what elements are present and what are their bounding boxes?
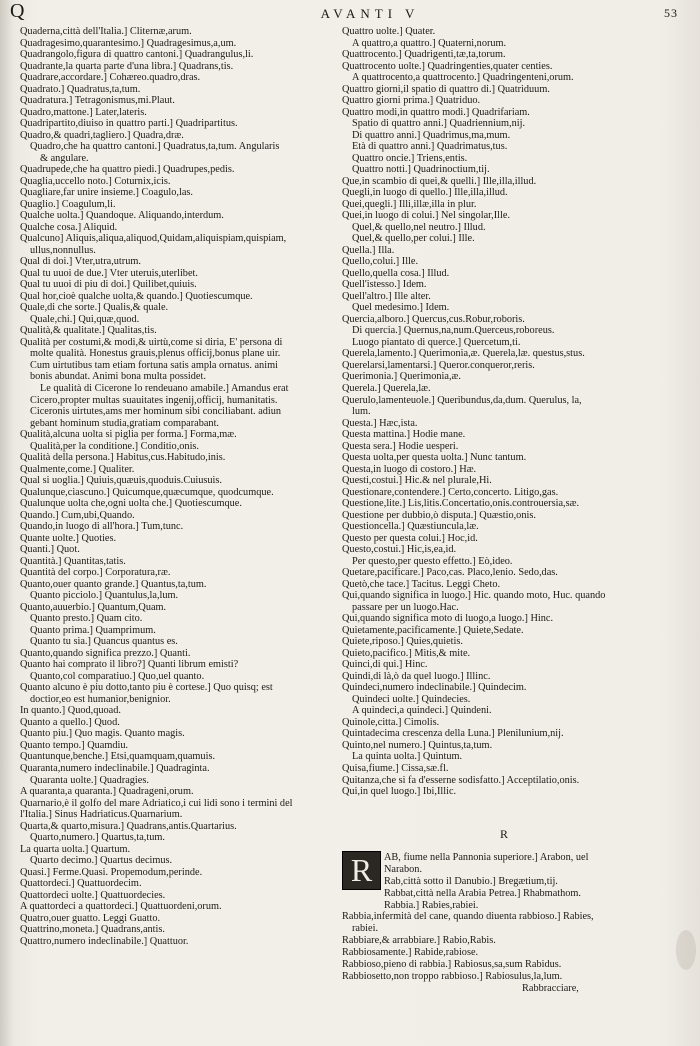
entry-line: Questa,in luogo di costoro.] Hæ.	[342, 463, 477, 475]
entry-line: Rabbioso,pieno di rabbia.] Rabiosus,sa,sum Rabidus.	[342, 959, 562, 971]
entry-line: Spatio di quattro anni.] Quadriennium,nij.	[352, 118, 526, 130]
entry-line: Questo,costui.] Hic,is,ea,id.	[342, 544, 457, 556]
entry-line: Quietamente,pacificamente.] Quiete,Sedate.	[342, 624, 524, 636]
entry-line: Querimonia.] Querimonia,æ.	[342, 371, 461, 383]
entry-line: Quindeci,numero indeclinabile.] Quindecim.	[342, 682, 527, 694]
entry-line: Luogo piantato di querce.] Quercetum,ti.	[352, 336, 521, 348]
entry-line: Quintadecima crescenza della Luna.] Plenilunium,nij.	[342, 728, 564, 740]
entry-line: Qual di doi.] Vter,utra,utrum.	[20, 256, 141, 268]
entry-line: A quattro,a quattro.] Quaterni,norum.	[352, 37, 507, 49]
entry-line: Quinci,di qui.] Hinc.	[342, 659, 428, 671]
entry-line: Qualcuno] Aliquis,aliqua,aliquod,Quidam,aliquispiam,quispiam,	[20, 233, 287, 245]
right-column	[342, 26, 698, 798]
entry-line: Quinole,citta.] Cimolis.	[342, 716, 440, 728]
entry-line: molte qualità. Honestus grauis,plenus officij,bonus plane uir.	[30, 348, 281, 360]
entry-line: Quando,in luogo di all'hora.] Tum,tunc.	[20, 521, 184, 533]
entry-line: Ciceronis uirtutes,ams mer hominum sibi conciliabant. adiun	[30, 406, 282, 418]
entry-line: Quegli,in luogo di quello.] Ille,illa,illud.	[342, 187, 508, 199]
entry-line: Quattordeci uolte.] Quattuordecies.	[20, 889, 166, 901]
entry-line: Per questo,per questo effetto.] Eò,ideo.	[352, 555, 513, 567]
entry-line: Quasi.] Ferme.Quasi. Propemodum,perinde.	[20, 866, 203, 878]
entry-line: Quantità.] Quantitas,tatis.	[20, 555, 126, 567]
entry-line: passare per un luogo.Hac.	[352, 601, 459, 613]
entry-line: Cicero,propter multas suauitates ingenij,officij, humanitatis.	[30, 394, 278, 406]
entry-line: Quei,in luogo di colui.] Nel singolar,Ille.	[342, 210, 511, 222]
entry-line: Quindi,di là,ò da quel luogo.] Illinc.	[342, 670, 491, 682]
entry-line: Quanto alcuno è piu dotto,tanto piu è cortese.] Quo quisq; est	[20, 682, 273, 694]
entry-line: Quetò,che tace.] Tacitus. Leggi Cheto.	[342, 578, 501, 590]
entry-line: Quattrocento uolte.] Quadringenties,quater centies.	[342, 60, 553, 72]
entry-line: Quattro,numero indeclinabile.] Quattuor.	[20, 935, 189, 947]
entry-line: Età di quattro anni.] Quadrimatus,tus.	[352, 141, 508, 153]
entry-line: In quanto.] Quod,quoad.	[20, 705, 121, 717]
entry-line: Quarto,numero.] Quartus,ta,tum.	[30, 832, 165, 844]
entry-line: Quisa,fiume.] Cissa,sæ.fl.	[342, 763, 449, 774]
entry-line: Quadro,& quadri,tagliero.] Quadra,dræ.	[20, 129, 184, 141]
entry-line: Quattro uolte.] Quater.	[342, 26, 436, 37]
entry-line: Rabbia,infermità del cane, quando diuenta rabbioso.] Rabies,	[342, 911, 594, 923]
entry-line: Quarnario,è il golfo del mare Adriatico,i cui lidi sono i termini del	[20, 797, 293, 809]
entry-line: Quadrante,la quarta parte d'una libra.] Quadrans,tis.	[20, 60, 234, 72]
entry-line: Quanto presto.] Quam cito.	[30, 613, 143, 625]
entry-line: A quindeci,a quindeci.] Quindeni.	[352, 705, 492, 717]
entry-line: Rab,città sotto il Danubio.] Bregætium,tij.	[384, 875, 558, 887]
entry-line: Quadro,mattone.] Later,lateris.	[20, 106, 147, 118]
entry-line: Que,in scambio di quei,& quelli.] Ille,illa,illud.	[342, 175, 537, 187]
entry-line: Qui,quando significa moto di luogo,a luogo.] Hinc.	[342, 613, 554, 625]
entry-line: Rabbiare,& arrabbiare.] Rabio,Rabis.	[342, 935, 496, 947]
entry-line: Qual tu uuoi di piu di doi.] Quilibet,quiuis.	[20, 279, 197, 291]
entry-line: La quinta uolta.] Quintum.	[352, 751, 463, 763]
entry-line: Quercia,alboro.] Quercus,cus.Robur,roboris.	[342, 313, 525, 325]
entry-line: Questione,lite.] Lis,litis.Concertatio,onis.controuersia,sæ.	[342, 498, 580, 510]
entry-line: Qualità,& qualitate.] Qualitas,tis.	[20, 325, 157, 337]
entry-line: A quattordeci a quattordeci.] Quattuordeni,orum.	[20, 901, 222, 913]
entry-line: Quanto,auuerbio.] Quantum,Quam.	[20, 601, 167, 613]
entry-line: Quattro giorni,il spatio di quattro di.] Quatriduum.	[342, 83, 550, 95]
entry-line: Di quattro anni.] Quadrimus,ma,mum.	[352, 129, 511, 141]
entry-line: Rabbat,città nella Arabia Petrea.] Rhabmathom.	[384, 887, 582, 899]
entry-line: Quaranta,numero indeclinabile.] Quadraginta.	[20, 763, 210, 774]
entry-line: Quetare,pacificare.] Paco,cas. Placo,lenio. Sedo,das.	[342, 567, 558, 579]
entry-line: Rabbiosetto,non troppo rabbioso.] Rabiosulus,la,lum.	[342, 970, 563, 982]
entry-line: Quitanza,che si fa d'esserne sodisfatto.] Acceptilatio,onis.	[342, 774, 580, 786]
entry-line: La quarta uolta.] Quartum.	[20, 843, 131, 855]
entry-line: Quadripartito,diuiso in quattro parti.] Quadripartitus.	[20, 118, 238, 130]
entry-line: Qualunque,ciascuno.] Quicumque,quæcumque, quodcumque.	[20, 486, 274, 498]
entry-line: Rabbia.] Rabies,rabiei.	[384, 899, 479, 911]
entry-line: Quadrare,accordare.] Cohæreo.quadro,dras.	[20, 72, 201, 84]
initial-letter: R	[342, 851, 381, 890]
entry-line: Quello,colui.] Ille.	[342, 256, 419, 268]
entry-line: Quattro giorni prima.] Quatriduo.	[342, 95, 481, 107]
entry-line: Quadragesimo,quarantesimo.] Quadragesimus,a,um.	[20, 37, 237, 49]
entry-line: Quanto,quando significa prezzo.] Quanti.	[20, 647, 191, 659]
entry-line: Quanto,ouer quanto grande.] Quantus,ta,tum.	[20, 578, 207, 590]
page-number: 53	[664, 6, 678, 20]
entry-line: Quantunque,benche.] Etsi,quamquam,quamuis.	[20, 751, 216, 763]
entry-line: Quel,& quello,nel neutro.] Illud.	[352, 221, 486, 233]
entry-line: Narabon.	[384, 863, 423, 875]
entry-line: Quale,chi.] Qui,quæ,quod.	[30, 313, 140, 325]
entry-line: Cum uirtutibus tam etiam fortuna satis ampla ornatus. animi	[30, 359, 278, 371]
entry-line: Questo per questa colui.] Hoc,id.	[342, 532, 478, 544]
entry-line: Quaranta uolte.] Quadragies.	[30, 774, 149, 786]
entry-line: Quell'altro.] Ille alter.	[342, 290, 431, 302]
entry-line: Quella.] Illa.	[342, 244, 395, 256]
entry-line: Quanto picciolo.] Quantulus,la,lum.	[30, 590, 179, 602]
entry-line: Qualche cosa.] Aliquid.	[20, 221, 118, 233]
entry-line: Quel medesimo.] Idem.	[352, 302, 450, 314]
entry-line: Questioncella.] Quæstiuncula,læ.	[342, 521, 479, 533]
entry-line: Quadro,che ha quattro cantoni.] Quadratus,ta,tum. Angularis	[30, 141, 280, 153]
entry-line: Quattro notti.] Quadrinoctium,tij.	[352, 164, 490, 176]
entry-line: Quaderna,città dell'Italia.] Cliternæ,arum.	[20, 26, 192, 37]
entry-line: Quarto decimo.] Quartus decimus.	[30, 855, 173, 867]
entry-line: Qualità,per la conditione.] Conditio,onis.	[30, 440, 200, 452]
entry-line: Quindeci uolte.] Quindecies.	[352, 693, 471, 705]
entry-line: Quadrangolo,figura di quattro cantoni.] Quadrangulus,li.	[20, 49, 254, 61]
entry-line: Quattro modi,in quattro modi.] Quadrifariam.	[342, 106, 530, 118]
entry-line: Quantità del corpo.] Corporatura,ræ.	[20, 567, 171, 579]
entry-line: lum.	[352, 406, 371, 418]
entry-line: Quanti.] Quot.	[20, 544, 80, 556]
entry-line: bonis abundat. Animi bona multa possidet.	[30, 371, 206, 383]
entry-line: Quel,& quello,per colui.] Ille.	[352, 233, 475, 245]
entry-line: Querelarsi,lamentarsi.] Queror.conqueror,reris.	[342, 359, 535, 371]
entry-line: gebant hominum studia,gratiam comparabant.	[30, 417, 220, 429]
entry-line: Quaglio.] Coagulum,li.	[20, 198, 116, 210]
entry-line: Quiete,riposo.] Quies,quietis.	[342, 636, 463, 648]
running-head: AVANTI V	[320, 6, 420, 21]
entry-line: Quatro,ouer guatto. Leggi Guatto.	[20, 912, 161, 924]
entry-line: Querulo,lamenteuole.] Queribundus,da,dum. Querulus, la,	[342, 394, 582, 406]
entry-line: Quattordeci.] Quattuordecim.	[20, 878, 142, 890]
entry-line: Quanto a quello.] Quod.	[20, 716, 120, 728]
entry-line: Quadrupede,che ha quattro piedi.] Quadrupes,pedis.	[20, 164, 235, 176]
entry-line: Quanto,col comparatiuo.] Quo,uel quanto.	[30, 670, 205, 682]
entry-line: Rabbracciare,	[522, 982, 579, 994]
entry-line: ullus,nonnullus.	[30, 244, 96, 256]
entry-line: Quei,quegli.] Illi,illæ,illa in plur.	[342, 198, 477, 210]
entry-line: Quello,quella cosa.] Illud.	[342, 267, 450, 279]
entry-line: Qual hor,cioè qualche uolta,& quando.] Quotiescumque.	[20, 290, 253, 302]
entry-line: Qualità della persona.] Habitus,cus.Habitudo,inis.	[20, 452, 226, 464]
entry-line: Questi,costui.] Hic.& nel plurale,Hi.	[342, 475, 492, 487]
entry-line: Questa uolta,per questa uolta.] Nunc tantum.	[342, 452, 527, 464]
header-left-ornament: Q	[10, 0, 26, 22]
entry-line: Quinto,nel numero.] Quintus,ta,tum.	[342, 739, 493, 751]
entry-line: Quale,di che sorte.] Qualis,& quale.	[20, 302, 169, 314]
entry-line: Qualità per costumi,& modi,& uirtù,come si diria, E' persona di	[20, 336, 283, 348]
entry-line: Qualche uolta.] Quandoque. Aliquando,interdum.	[20, 210, 224, 222]
entry-line: Di quercia.] Quernus,na,num.Querceus,roboreus.	[352, 325, 555, 337]
entry-line: doctior,eo est humanior,benignior.	[30, 693, 171, 705]
entry-line: Quanto tempo.] Quamdiu.	[20, 739, 129, 751]
entry-line: Quattrocento.] Quadrigenti,tæ,ta,torum.	[342, 49, 506, 61]
left-column	[20, 26, 338, 947]
entry-line: Questa sera.] Hodie uesperi.	[342, 440, 459, 452]
section-letter: R	[500, 827, 509, 841]
entry-line: l'Italia.] Sinus Hadriaticus.Quarnarium.	[20, 809, 183, 821]
entry-line: Quadratura.] Tetragonismus,mi.Plaut.	[20, 95, 175, 107]
entry-line: Quaglia,uccello noto.] Coturnix,icis.	[20, 175, 171, 187]
entry-line: Quattrino,moneta.] Quadrans,antis.	[20, 924, 165, 936]
entry-line: Qualmente,come.] Qualiter.	[20, 463, 135, 475]
entry-line: Qui,quando significa in luogo.] Hic. quando moto, Huc. quando	[342, 590, 606, 602]
entry-line: AB, fiume nella Pannonia superiore.] Arabon, uel	[384, 852, 589, 863]
entry-line: Questa mattina.] Hodie mane.	[342, 429, 466, 441]
entry-line: & angulare.	[40, 152, 89, 164]
entry-line: Quanto tu sia.] Quancus quantus es.	[30, 636, 178, 648]
entry-line: A quattrocento,a quattrocento.] Quadringenteni,orum.	[352, 72, 574, 84]
entry-line: Quattro oncie.] Triens,entis.	[352, 152, 468, 164]
entry-line: Questione per dubbio,ò disputa.] Quæstio,onis.	[342, 509, 536, 521]
entry-line: Quando.] Cum,ubi,Quando.	[20, 509, 135, 521]
entry-line: Quarta,& quarto,misura.] Quadrans,antis.Quartarius.	[20, 820, 237, 832]
paper-stain	[676, 930, 696, 970]
r-section-entries	[342, 852, 698, 995]
entry-line: rabiei.	[352, 923, 379, 935]
entry-line: Quieto,pacifico.] Mitis,& mite.	[342, 647, 471, 659]
entry-line: Qual si uoglia.] Quiuis,quæuis,quoduis.Cuiusuis.	[20, 475, 222, 487]
entry-line: Qualunque uolta che,ogni uolta che.] Quotiescumque.	[20, 498, 242, 510]
entry-line: Rabbiosamente.] Rabide,rabiose.	[342, 947, 479, 959]
entry-line: A quaranta,a quaranta.] Quadrageni,orum.	[20, 786, 194, 798]
entry-line: Querela.] Querela,læ.	[342, 382, 431, 394]
entry-line: Quanto hai comprato il libro?] Quanti librum emisti?	[20, 659, 239, 671]
entry-line: Qualità,alcuna uolta si piglia per forma.] Forma,mæ.	[20, 429, 237, 441]
entry-line: Questionare,contendere.] Certo,concerto. Litigo,gas.	[342, 486, 559, 498]
entry-line: Questa.] Hæc,ista.	[342, 417, 418, 429]
entry-line: Quanto piu.] Quo magis. Quanto magis.	[20, 728, 185, 740]
entry-line: Quanto prima.] Quamprimum.	[30, 624, 156, 636]
entry-line: Quadrato.] Quadratus,ta,tum.	[20, 83, 141, 95]
entry-line: Qual tu uuoi de due.] Vter uteruis,uterlibet.	[20, 267, 198, 279]
entry-line: Qui,in quel luogo.] Ibi,Illic.	[342, 786, 457, 798]
entry-line: Quagliare,far unire insieme.] Coagulo,las.	[20, 187, 193, 199]
entry-line: Quell'istesso.] Idem.	[342, 279, 427, 291]
entry-line: Le qualità di Cicerone lo rendeuano amabile.] Amandus erat	[40, 382, 289, 394]
entry-line: Querela,lamento.] Querimonia,æ. Querela,læ. questus,stus.	[342, 348, 585, 360]
entry-line: Quante uolte.] Quoties.	[20, 532, 117, 544]
